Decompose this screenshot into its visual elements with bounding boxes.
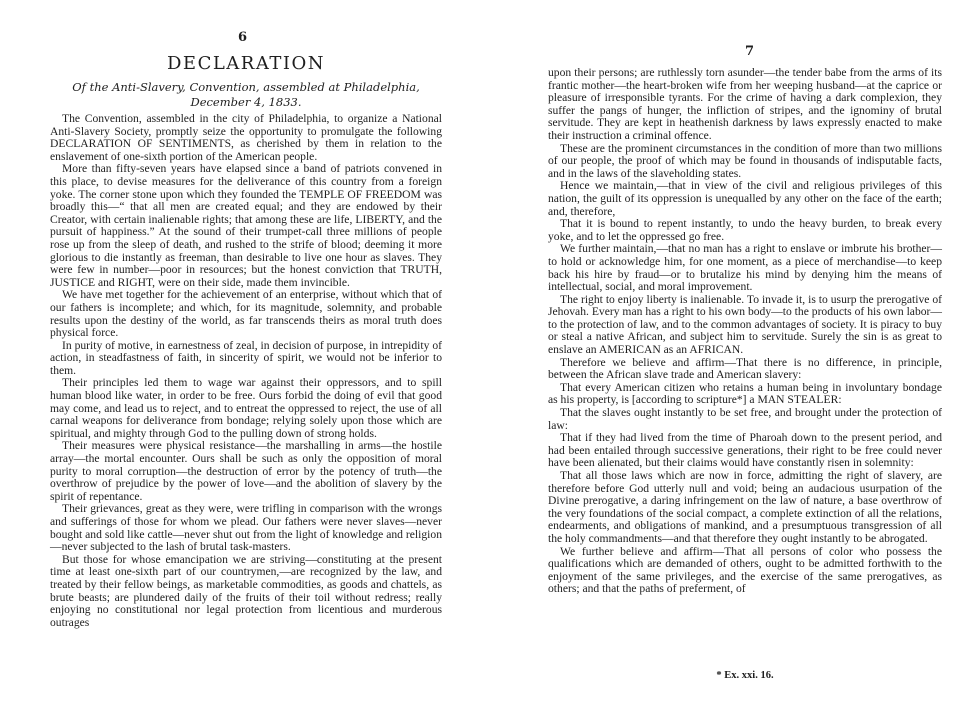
paragraph: The right to enjoy liberty is inalienable. To invade it, is to usurp the prerogative of Jehovah. Every man has a right to his own body—to the products of his own labor—to the protection of law, and to the common advantages of society. It is piracy to buy or steal a native African, and subject him to servitude. Surely the sin is as great to enslave an AMERICAN as an AFRICAN.: [548, 292, 942, 357]
paragraph: That every American citizen who retains a human being in involuntary bondage as his property, is [according to scripture*] a MAN STEALER:: [548, 380, 942, 407]
subtitle-line: Of the Anti-Slavery, Convention, assembled at Philadelphia,: [72, 80, 420, 94]
left-page-body: [50, 113, 442, 629]
paragraph: Hence we maintain,—that in view of the civil and religious privileges of this nation, the guilt of its oppression is unequalled by any other on the face of the earth; and, therefore,: [548, 179, 942, 218]
paragraph: But those for whose emancipation we are striving—constituting at the present time at least one-sixth part of our countrymen,—are recognized by the law, and treated by their fellow beings, as marketable commodities, as goods and chattels, as brute beasts; are plundered daily of the fruits of their toil without redress; really enjoying no constitutional nor legal protection from licentious and murderous outrages: [50, 552, 442, 629]
paragraph: That it is bound to repent instantly, to undo the heavy burden, to break every yoke, and to let the oppressed go free.: [548, 217, 942, 243]
paragraph: That if they had lived from the time of Pharoah down to the present period, and had been entailed through successive generations, their right to be free could never have been alienated, but their claims would have constantly risen in solemnity:: [548, 431, 942, 470]
document-subtitle: [50, 80, 442, 110]
paragraph: That all those laws which are now in force, admitting the right of slavery, are therefore before God utterly null and void; being an audacious usurpation of the Divine prerogative, a daring infringement on the law of nature, a base overthrow of the very foundations of the social compact, a complete extinction of all the relations, endearments, and obligations of mankind, and a presumptuous transgression of all the holy commandments—and that therefore they ought instantly to be abrogated.: [548, 469, 942, 545]
paragraph: Their grievances, great as they were, were trifling in comparison with the wrongs and sufferings of those for whom we plead. Our fathers were never slaves—never bought and sold like cattle—never shut out from the light of knowledge and religion—never subjected to the lash of brutal task-masters.: [50, 502, 442, 554]
paragraph: These are the prominent circumstances in the condition of more than two millions of our people, the proof of which may be found in thousands of indisputable facts, and in the laws of the slaveholding states.: [548, 141, 942, 180]
page-number: 6: [238, 30, 248, 45]
paragraph: upon their persons; are ruthlessly torn asunder—the tender babe from the arms of its frantic mother—the heart-broken wife from her weeping husband—at the caprice or pleasure of irresponsible tyrants. For the crime of having a dark complexion, they suffer the pangs of hunger, the infliction of stripes, and the ignominy of brutal servitude. They are kept in heathenish darkness by laws expressly enacted to make their instruction a criminal offence.: [548, 66, 942, 142]
paragraph: In purity of motive, in earnestness of zeal, in decision of purpose, in intrepidity of action, in steadfastness of faith, in sincerity of spirit, we would not be inferior to them.: [50, 338, 442, 377]
paragraph: Their measures were physical resistance—the marshalling in arms—the hostile array—the mortal encounter. Ours shall be such as only the opposition of moral purity to moral corruption—the destruction of error by the potency of truth—the overthrow of prejudice by the power of love—and the abolition of slavery by the spirit of repentance.: [50, 439, 442, 503]
paragraph: We further believe and affirm—That all persons of color who possess the qualifications which are demanded of others, ought to be admitted forthwith to the enjoyment of the same privileges, and the exercise of the same prerogatives, as others; and that the paths of preferment, of: [548, 544, 942, 596]
paragraph: We have met together for the achievement of an enterprise, without which that of our fathers is incomplete; and which, for its magnitude, solemnity, and probable results upon the destiny of the world, as far transcends theirs as moral truth does physical force.: [50, 288, 442, 340]
document-title: DECLARATION: [167, 53, 325, 74]
paragraph: The Convention, assembled in the city of Philadelphia, to organize a National Anti-Slavery Society, promptly seize the opportunity to promulgate the following DECLARATION OF SENTIMENTS, as cherished by them in relation to the enslavement of one-sixth portion of the American people.: [50, 112, 442, 163]
paragraph: Their principles led them to wage war against their oppressors, and to spill human blood like water, in order to be free. Ours forbid the doing of evil that good may come, and lead us to reject, and to entreat the oppressed to reject, the use of all carnal weapons for deliverance from bondage; relying solely upon those which are spiritual, and mighty through God to the pulling down of strong holds.: [50, 376, 442, 440]
paragraph: That the slaves ought instantly to be set free, and brought under the protection of law:: [548, 406, 942, 432]
paragraph: We further maintain,—that no man has a right to enslave or imbrute his brother—to hold or acknowledge him, for one moment, as a piece of merchandise—to keep back his hire by fraud—or to brutalize his mind by denying him the means of intellectual, social, and moral improvement.: [548, 242, 942, 294]
footnote: * Ex. xxi. 16.: [716, 670, 774, 681]
right-page: [548, 0, 942, 718]
right-page-body: [548, 67, 942, 596]
page-number: 7: [745, 44, 755, 59]
left-page: [50, 0, 442, 718]
subtitle-line: December 4, 1833.: [190, 95, 302, 109]
paragraph: Therefore we believe and affirm—That there is no difference, in principle, between the African slave trade and American slavery:: [548, 355, 942, 382]
paragraph: More than fifty-seven years have elapsed since a band of patriots convened in this place, to devise measures for the deliverance of this country from a foreign yoke. The corner stone upon which they founded the TEMPLE OF FREEDOM was broadly this—“ that all men are created equal; and they are endowed by their Creator, with certain inalienable rights; that among these are life, LIBERTY, and the pursuit of happiness.” At the sound of their trumpet-call three millions of people rose up from the sleep of death, and rushed to the strife of blood; deeming it more glorious to die instantly as freeman, than desirable to live one hour as slaves. They were few in number—poor in resources; but the honest conviction that TRUTH, JUSTICE and RIGHT, were on their side, made them invincible.: [50, 162, 442, 289]
